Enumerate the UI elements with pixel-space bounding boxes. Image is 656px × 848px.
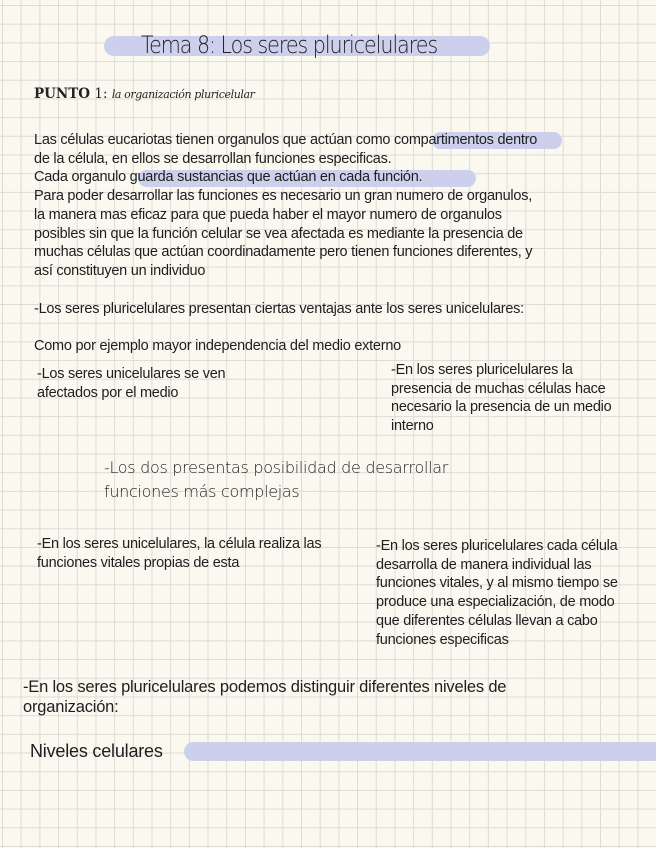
ventajas-text: -Los seres pluricelulares presentan ciertas ventajas ante los seres unicelulares: [34,301,524,317]
pluricelulares-note: -En los seres pluricelulares la presencia de muchas células hace necesario la presencia de un medio interno [391,362,612,435]
intro-line: muchas células que actúan coordinadamente pero tienen funciones diferentes, y [34,244,533,261]
page-title: Tema 8: Los seres pluricelulares [141,31,438,59]
intro-line: Para poder desarrollar las funciones es necesario un gran numero de organulos, [34,188,532,205]
niveles-intro: -En los seres pluricelulares podemos distinguir diferentes niveles de organización: [23,678,507,716]
unicelulares-note: -Los seres unicelulares se ven afectados por el medio [37,366,226,401]
intro-line: así constituyen un individuo [34,262,206,279]
niveles-highlight [184,742,656,761]
intro-line: Las células eucariotas tienen organulos que actúan como compartimentos dentro [34,132,538,148]
intro-line: de la célula, en ellos se desarrollan funciones especificas. [34,150,392,167]
complejas-text: -Los dos presentas posibilidad de desarrollar funciones más complejas [104,458,449,501]
intro-line: posibles sin que la función celular se vea afectada es mediante la presencia de [34,225,523,242]
section-number: 1: [94,86,108,102]
niveles-heading: Niveles celulares [30,741,163,761]
intro-paragraph [34,131,537,281]
pluricelulares-funciones-note: -En los seres pluricelulares cada célula desarrolla de manera individual las funciones vitales, y al mismo tiempo se produce una especialización, de modo que diferentes células llevan a cabo funciones especificas [376,538,618,648]
intro-line: Cada organulo guarda sustancias que actúan en cada función. [34,169,423,186]
unicelulares-funciones-note: -En los seres unicelulares, la célula realiza las funciones vitales propias de esta [37,536,322,571]
ejemplo-text: Como por ejemplo mayor independencia del medio externo [34,338,401,354]
section-label: PUNTO [34,86,91,102]
intro-line: la manera mas eficaz para que pueda haber el mayor numero de organulos [34,206,502,223]
section-subtitle: la organización pluricelular [111,88,255,101]
section-heading [34,86,255,102]
